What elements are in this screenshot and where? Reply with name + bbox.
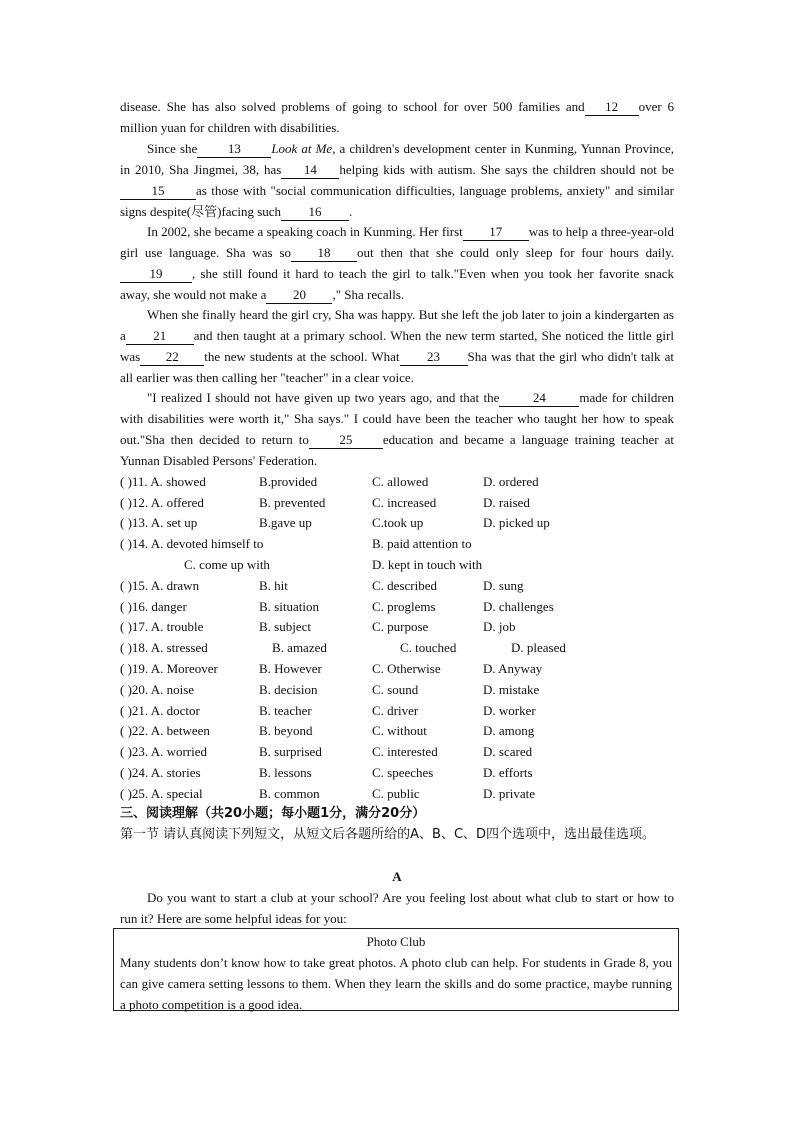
blank-25: 25 (309, 432, 383, 449)
text: Since she (147, 141, 198, 156)
blank-17: 17 (463, 224, 529, 241)
option-row-22 (120, 720, 680, 741)
passage-a-intro: Do you want to start a club at your school? Are you feeling lost about what club to start or how to run it? Here are some helpful ideas for you: (120, 890, 674, 926)
text: , a children's development center in Kunming, Yunnan Province, in 2010, Sha Jingmei, 38, has (120, 141, 674, 177)
option-b: B. lessons (259, 765, 312, 780)
option-row-14 (120, 533, 680, 554)
option-b: B. prevented (259, 495, 326, 510)
option-c: C.took up (372, 515, 424, 530)
option-b: B.provided (259, 474, 318, 489)
option-c: C. interested (372, 744, 438, 759)
option-c: C. increased (372, 495, 437, 510)
question-13: ( )13. A. set up (120, 515, 198, 530)
option-d: D. ordered (483, 474, 539, 489)
question-25: ( )25. A. special (120, 786, 203, 801)
text: was to help a three-year-old girl use language. Sha was so (120, 224, 674, 260)
passage-paragraph-5 (120, 387, 674, 471)
option-d: D. kept in touch with (372, 557, 483, 572)
option-d: D. sung (483, 578, 524, 593)
option-c: C. sound (372, 682, 419, 697)
text: made for children with disabilities were worth it," Sha says." I could have been the teacher who taught her how to speak out."Sha then decided to return to (120, 390, 675, 447)
question-15: ( )15. A. drawn (120, 578, 200, 593)
option-c: C. described (372, 578, 437, 593)
option-row-24 (120, 762, 680, 783)
question-18: ( )18. A. stressed (120, 640, 208, 655)
option-d: D. pleased (511, 640, 566, 655)
text: In 2002, she became a speaking coach in Kunming. Her first (147, 224, 463, 239)
option-c: C. allowed (372, 474, 429, 489)
option-d: D. private (483, 786, 535, 801)
option-d: D. Anyway (483, 661, 543, 676)
section-heading: 三、阅读理解（共20小题；每小题1分，满分20分） (120, 806, 426, 821)
option-b: B. However (259, 661, 322, 676)
question-20: ( )20. A. noise (120, 682, 195, 697)
blank-14: 14 (281, 162, 339, 179)
option-d: D. efforts (483, 765, 533, 780)
blank-24: 24 (499, 390, 579, 407)
option-c: C. without (372, 723, 427, 738)
text: disease. She has also solved problems of going to school for over 500 families and (120, 99, 585, 114)
text: out then that she could only sleep for four hours daily. (357, 245, 674, 260)
text: When she finally heard the girl cry, Sha was happy. But she left the job later to join a kindergarten as a (120, 307, 674, 343)
passage-label: A (392, 869, 402, 884)
text: Sha was that the girl who didn't talk at all earlier was then calling her "teacher" in a clear voice. (120, 349, 674, 385)
blank-22: 22 (140, 349, 204, 366)
option-row-20 (120, 679, 680, 700)
option-row-16 (120, 596, 680, 617)
section-instruction: 第一节 请认真阅读下列短文，从短文后各题所给的A、B、C、D四个选项中，选出最佳选项。 (120, 827, 656, 842)
blank-23: 23 (400, 349, 468, 366)
question-23: ( )23. A. worried (120, 744, 208, 759)
blank-12: 12 (585, 99, 639, 116)
text: education and became a language training teacher at Yunnan Disabled Persons' Federation. (120, 432, 674, 468)
option-row-15 (120, 575, 680, 596)
option-d: D. scared (483, 744, 533, 759)
question-14: ( )14. A. devoted himself to (120, 536, 264, 551)
option-row-14-cont (120, 554, 680, 575)
text: , she still found it hard to teach the girl to talk."Even when you took her favorite snack away, she would not make a (120, 266, 674, 302)
option-b: B. amazed (272, 640, 327, 655)
option-b: B. surprised (259, 744, 322, 759)
blank-18: 18 (291, 245, 357, 262)
option-c: C. proglems (372, 599, 436, 614)
option-b: B. beyond (259, 723, 313, 738)
option-d: D. picked up (483, 515, 550, 530)
text: "I realized I should not have given up two years ago, and that the (147, 390, 500, 405)
box-text: Many students don’t know how to take great photos. A photo club can help. For students in Grade 8, you can give camera setting lessons to them. When they learn the skills and do some practice, maybe running a photo competition is a good idea. (120, 955, 672, 1012)
option-b: B. common (259, 786, 320, 801)
passage-paragraph-1 (120, 96, 674, 138)
option-c: C. driver (372, 703, 419, 718)
option-row-17 (120, 616, 680, 637)
option-b: B. teacher (259, 703, 312, 718)
question-11: ( )11. A. showed (120, 474, 206, 489)
photo-club-box (113, 928, 679, 1011)
blank-19: 19 (120, 266, 192, 283)
question-24: ( )24. A. stories (120, 765, 201, 780)
passage-paragraph-2 (120, 138, 674, 222)
text: and then taught at a primary school. When the new term started, She noticed the little girl was (120, 328, 674, 364)
text: as those with "social communication difficulties, language problems, anxiety" and similar signs despite(尽管)facing such (120, 183, 674, 219)
option-row-23 (120, 741, 680, 762)
text: helping kids with autism. She says the children should not be (339, 162, 675, 177)
option-b: B. situation (259, 599, 319, 614)
option-d: D. among (483, 723, 535, 738)
option-b: B. paid attention to (372, 536, 472, 551)
option-row-25 (120, 783, 680, 804)
book-title: Look at Me (271, 141, 333, 156)
passage-paragraph-3 (120, 221, 674, 305)
option-c: C. public (372, 786, 420, 801)
option-d: D. job (483, 619, 516, 634)
option-b: B. decision (259, 682, 318, 697)
blank-13: 13 (197, 141, 271, 158)
option-c: C. purpose (372, 619, 429, 634)
option-row-21 (120, 700, 680, 721)
blank-16: 16 (281, 204, 349, 221)
question-19: ( )19. A. Moreover (120, 661, 218, 676)
question-17: ( )17. A. trouble (120, 619, 204, 634)
option-d: D. raised (483, 495, 530, 510)
blank-15: 15 (120, 183, 196, 200)
option-row-18 (120, 637, 680, 658)
question-12: ( )12. A. offered (120, 495, 204, 510)
text: ," Sha recalls. (332, 287, 405, 302)
question-16: ( )16. danger (120, 599, 187, 614)
text: over 6 million yuan for children with disabilities. (120, 99, 674, 135)
blank-21: 21 (126, 328, 194, 345)
passage-paragraph-4 (120, 304, 674, 388)
text: the new students at the school. What (204, 349, 400, 364)
option-b: B. subject (259, 619, 311, 634)
blank-20: 20 (266, 287, 332, 304)
question-22: ( )22. A. between (120, 723, 210, 738)
option-c: C. Otherwise (372, 661, 441, 676)
option-d: D. challenges (483, 599, 554, 614)
option-row-12 (120, 492, 680, 513)
option-d: D. worker (483, 703, 536, 718)
option-b: B. hit (259, 578, 288, 593)
option-c: C. touched (400, 640, 457, 655)
text: . (349, 204, 353, 219)
option-row-13 (120, 512, 680, 533)
box-title: Photo Club (366, 934, 426, 949)
option-b: B.gave up (259, 515, 312, 530)
option-c: C. come up with (184, 557, 270, 572)
option-row-19 (120, 658, 680, 679)
option-d: D. mistake (483, 682, 540, 697)
option-row-11 (120, 471, 680, 492)
question-21: ( )21. A. doctor (120, 703, 200, 718)
option-c: C. speeches (372, 765, 434, 780)
